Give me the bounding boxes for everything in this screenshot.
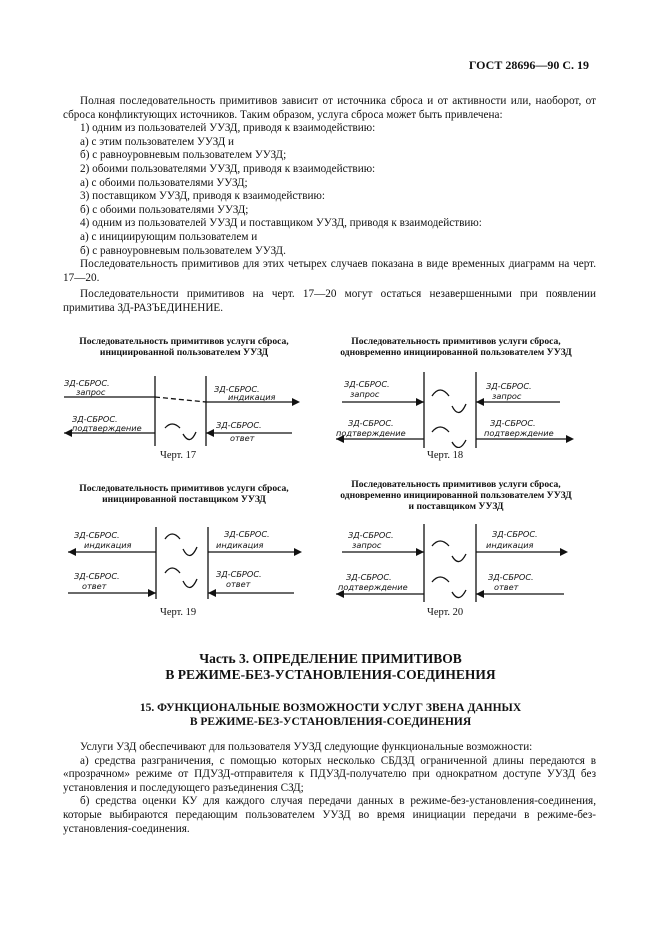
primitive-label: индикация (216, 540, 264, 550)
list-item: а) с инициирующим пользователем и (80, 230, 258, 243)
page-header: ГОСТ 28696—90 С. 19 (468, 58, 589, 72)
primitive-label: ЗД-СБРОС. (214, 384, 260, 394)
primitive-label: подтверждение (72, 423, 142, 433)
primitive-label: ЗД-СБРОС. (346, 572, 392, 582)
diagram-17-svg (44, 362, 324, 448)
diagram-title: Последовательность примитивов услуги сброса, инициированной поставщиком УУЗД (79, 483, 289, 505)
primitive-label: ЗД-СБРОС. (216, 420, 262, 430)
diagram-title: Последовательность примитивов услуги сброса, одновременно инициированной пользователем УУЗД и поставщиком УУЗД (340, 479, 572, 512)
primitive-label: ЗД-СБРОС. (74, 571, 120, 581)
primitive-label: запрос (350, 389, 380, 399)
list-item: 1) одним из пользователей УУЗД, приводя к взаимодействию: (80, 122, 376, 135)
body-text-top (63, 95, 596, 316)
paragraph-incomplete-note: Последовательности примитивов на черт. 17—20 могут остаться незавершенными при появлении примитива ЗД-РАЗЪЕДИНЕНИЕ. (63, 288, 596, 314)
primitive-label: запрос (76, 387, 106, 397)
diagram-19-svg (44, 509, 324, 599)
diagram-20-svg (316, 516, 596, 602)
list-item: б) с обоими пользователями УУЗД; (80, 203, 249, 216)
primitive-label: ЗД-СБРОС. (64, 378, 110, 388)
intro-paragraph: Полная последовательность примитивов зависит от источника сброса и от активности или, наоборот, от сброса конфликтующих источников. Таким образом, услуга сброса может быть привлечена: (63, 95, 596, 121)
primitive-label: ЗД-СБРОС. (224, 529, 270, 539)
paragraph-figures-ref: Последовательность примитивов для этих четырех случаев показана в виде временных диаграмм на черт. 17—20. (63, 258, 596, 284)
primitive-label: ЗД-СБРОС. (492, 529, 538, 539)
primitive-label: ответ (230, 433, 255, 443)
paragraph-item-a: а) средства разграничения, с помощью которых несколько СБДЗД ограниченной длины передаются в «прозрачном» режиме от ПДУЗД-отправителя к ПДУЗД-получателю при однократном доступе УУЗД без установления и последующего разъединения СЗД; (63, 754, 596, 794)
diagram-title: Последовательность примитивов услуги сброса, одновременно инициированной пользователем УУЗД (340, 336, 572, 358)
body-text-bottom (63, 741, 596, 836)
primitive-label: подтверждение (484, 428, 554, 438)
list-item: б) с равноуровневым пользователем УУЗД. (80, 244, 286, 257)
list-item: б) с равноуровневым пользователем УУЗД; (80, 149, 287, 162)
diagram-19 (44, 483, 324, 599)
list-item: а) с обоими пользователями УУЗД; (80, 176, 248, 189)
paragraph-capabilities: Услуги УЗД обеспечивают для пользователя УУЗД следующие функциональные возможности: (80, 741, 533, 753)
primitive-label: индикация (228, 392, 276, 402)
list-item: 3) поставщиком УУЗД, приводя к взаимодействию: (80, 190, 325, 203)
primitive-label: ЗД-СБРОС. (344, 379, 390, 389)
primitive-label: ЗД-СБРОС. (348, 530, 394, 540)
primitive-label: ответ (82, 581, 107, 591)
diagram-title: Последовательность примитивов услуги сброса, инициированной пользователем УУЗД (79, 336, 289, 358)
primitive-label: запрос (352, 540, 382, 550)
caption-17: Черт. 17 (160, 450, 197, 461)
diagram-20 (316, 479, 596, 602)
list-item: 2) обоими пользователями УУЗД, приводя к взаимодействию: (80, 162, 376, 175)
primitive-label: подтверждение (336, 428, 406, 438)
primitive-label: ЗД-СБРОС. (486, 381, 532, 391)
caption-20: Черт. 20 (427, 607, 464, 618)
primitive-label: подтверждение (338, 582, 408, 592)
list-item: а) с этим пользователем УУЗД и (80, 135, 234, 148)
diagram-17 (44, 336, 324, 448)
primitive-label: индикация (486, 540, 534, 550)
diagram-18 (316, 336, 596, 448)
section-heading: 15. ФУНКЦИОНАЛЬНЫЕ ВОЗМОЖНОСТИ УСЛУГ ЗВЕНА ДАННЫХ В РЕЖИМЕ-БЕЗ-УСТАНОВЛЕНИЯ-СОЕДИНЕНИЯ (139, 702, 522, 728)
primitive-label: ЗД-СБРОС. (216, 569, 262, 579)
primitive-label: ЗД-СБРОС. (490, 418, 536, 428)
primitive-label: ЗД-СБРОС. (488, 572, 534, 582)
primitive-label: индикация (84, 540, 132, 550)
caption-19: Черт. 19 (160, 607, 197, 618)
primitive-label: ответ (494, 582, 519, 592)
primitive-label: запрос (492, 391, 522, 401)
caption-18: Черт. 18 (427, 450, 464, 461)
primitive-label: ЗД-СБРОС. (74, 530, 120, 540)
list-item: 4) одним из пользователей УУЗД и поставщиком УУЗД, приводя к взаимодействию: (80, 217, 482, 230)
primitive-label: ЗД-СБРОС. (348, 418, 394, 428)
part-heading: Часть 3. ОПРЕДЕЛЕНИЕ ПРИМИТИВОВ В РЕЖИМЕ-БЕЗ-УСТАНОВЛЕНИЯ-СОЕДИНЕНИЯ (165, 651, 496, 682)
diagram-18-svg (316, 362, 596, 448)
primitive-label: ответ (226, 579, 251, 589)
primitive-label: ЗД-СБРОС. (72, 414, 118, 424)
paragraph-item-b: б) средства оценки КУ для каждого случая передачи данных в режиме-без-установления-соединения, которые выбираются передающим пользователем УУЗД во время инициации передачи в режиме-без-установления-соединения. (63, 795, 596, 835)
